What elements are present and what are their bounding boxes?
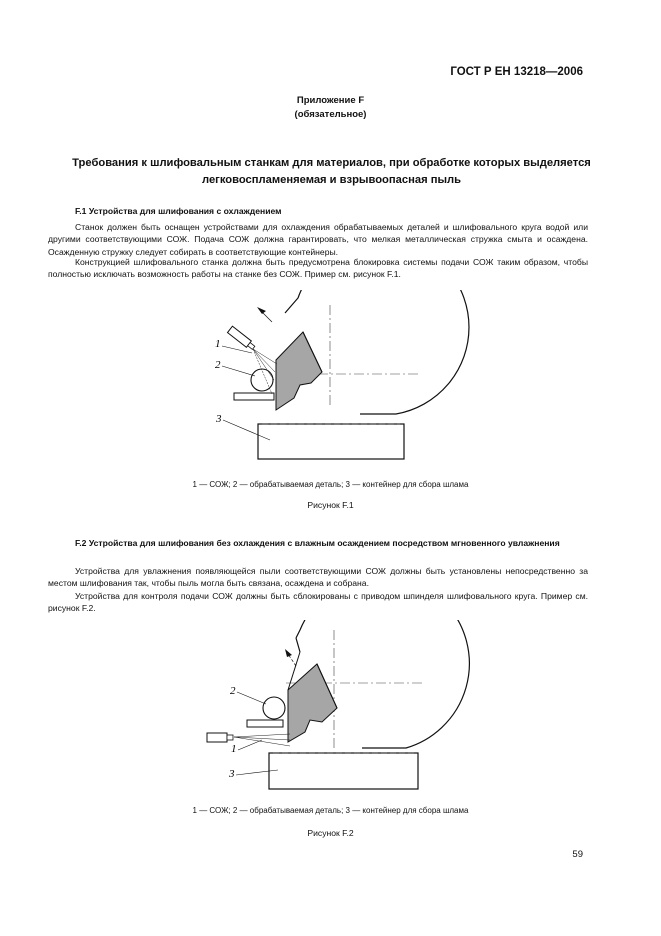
figure-f1-label-2: 2 bbox=[215, 359, 221, 371]
figure-f2-label-2: 2 bbox=[230, 685, 236, 697]
figure-f2-label-3: 3 bbox=[229, 768, 235, 780]
section-f1-paragraph-1: Станок должен быть оснащен устройствами для охлаждения обрабатываемых деталей и шлифовального круга водой или другими соответствующими СОЖ. Подача СОЖ должна гарантировать, что мелкая металлическая стружка смыта и осаждена. Осажденную стружку следует собирать в соответствующие контейнеры. bbox=[48, 222, 588, 257]
main-title: Требования к шлифовальным станкам для материалов, при обработке которых выделяется легковоспламеняемая и взрывоопасная пыль bbox=[72, 157, 591, 186]
figure-f2-caption: 1 — СОЖ; 2 — обрабатываемая деталь; 3 — контейнер для сбора шлама bbox=[192, 806, 469, 815]
figure-f1-caption: 1 — СОЖ; 2 — обрабатываемая деталь; 3 — контейнер для сбора шлама bbox=[192, 480, 469, 489]
figure-f1-diagram bbox=[0, 290, 661, 465]
section-f2-paragraph-2: Устройства для контроля подачи СОЖ должны быть сблокированы с приводом шпинделя шлифовального круга. Пример см. рисунок F.2. bbox=[48, 591, 588, 614]
figure-f1-label-3: 3 bbox=[216, 413, 222, 425]
appendix-title: Приложение F bbox=[296, 95, 365, 106]
section-f1-heading: F.1 Устройства для шлифования с охлаждением bbox=[75, 206, 282, 216]
figure-f1-title: Рисунок F.1 bbox=[307, 500, 354, 510]
appendix-subtitle: (обязательное) bbox=[294, 109, 367, 120]
section-f2-heading: F.2 Устройства для шлифования без охлаждения с влажным осаждением посредством мгновенного увлажнения bbox=[75, 538, 560, 548]
section-f1-paragraph-2: Конструкцией шлифовального станка должна быть предусмотрена блокировка системы подачи СОЖ таким образом, чтобы полностью исключать возможность работы на станке без СОЖ. Пример см. рисунок F.1. bbox=[48, 257, 588, 280]
figure-f2-title: Рисунок F.2 bbox=[307, 828, 354, 838]
figure-f2-diagram bbox=[0, 620, 661, 800]
page-number: 59 bbox=[572, 849, 583, 860]
figure-f2-label-1: 1 bbox=[231, 743, 237, 755]
section-f2-paragraph-1: Устройства для увлажнения появляющейся пыли соответствующими СОЖ должны быть установлены непосредственно за местом шлифования так, чтобы пыль могла быть связана, осаждена и собрана. bbox=[48, 566, 588, 589]
standard-number: ГОСТ Р ЕН 13218—2006 bbox=[450, 66, 583, 78]
figure-f1-label-1: 1 bbox=[215, 338, 221, 350]
